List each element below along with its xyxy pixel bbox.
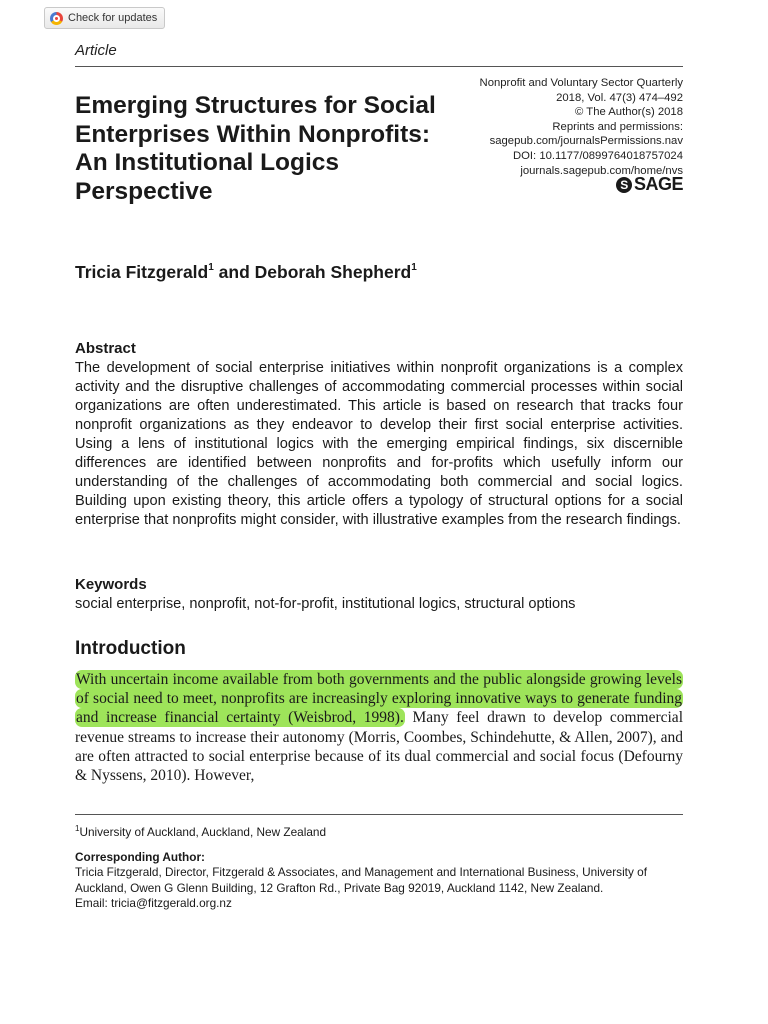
journal-copyright: © The Author(s) 2018: [575, 106, 683, 119]
sage-logo: [616, 174, 683, 195]
affiliation-marker: 1: [411, 262, 417, 274]
author-name: Tricia Fitzgerald: [75, 262, 209, 282]
keywords-heading: Keywords: [75, 576, 147, 593]
keywords-text: social enterprise, nonprofit, not-for-profit, institutional logics, structural options: [75, 596, 576, 612]
corresponding-author-details: [75, 865, 683, 912]
journal-info: [423, 76, 683, 178]
journal-doi[interactable]: DOI: 10.1177/0899764018757024: [512, 149, 683, 162]
introduction-heading: Introduction: [75, 638, 186, 659]
abstract-heading: Abstract: [75, 340, 136, 357]
journal-name: Nonprofit and Voluntary Sector Quarterly: [479, 77, 683, 89]
corresponding-author-heading: Corresponding Author:: [75, 850, 205, 864]
author-list: [75, 262, 417, 283]
introduction-text: Many feel drawn to develop commercial revenue streams to increase their autonomy (Morris, Coombes, Schindehutte, & Allen, 2007), and are often attracted to social enterprise because of its dual commercial and social focus (Defourny & Nyssens, 2010). However,: [75, 709, 683, 785]
corresponding-author-email[interactable]: Email: tricia@fitzgerald.org.nz: [75, 896, 232, 910]
affiliation-note: [75, 824, 326, 839]
article-title: Emerging Structures for Social Enterprises Within Nonprofits: An Institutional Logics Perspective: [75, 92, 436, 206]
check-for-updates-label: Check for updates: [68, 12, 158, 24]
affiliation-text: University of Auckland, Auckland, New Zealand: [79, 824, 327, 839]
introduction-paragraph: [75, 670, 683, 785]
journal-volume: 2018, Vol. 47(3) 474–492: [556, 91, 683, 104]
footnote-divider: [75, 814, 683, 815]
check-for-updates-button[interactable]: [44, 7, 165, 29]
affiliation-marker: 1: [208, 262, 214, 274]
crossmark-icon: [50, 12, 63, 25]
author-name: Deborah Shepherd: [254, 262, 412, 282]
journal-home-link[interactable]: journals.sagepub.com/home/nvs: [520, 164, 683, 177]
journal-permissions-link[interactable]: sagepub.com/journalsPermissions.nav: [489, 135, 683, 148]
corresponding-author-text: Tricia Fitzgerald, Director, Fitzgerald & Associates, and Management and International Business, University of Auckland, Owen G Glenn Building, 12 Grafton Rd., Private Bag 92019, Auckland 1142, New Zealand.: [75, 865, 647, 895]
sage-logo-text: SAGE: [633, 174, 683, 194]
affiliation-marker: 1: [75, 824, 80, 833]
article-type-label: Article: [75, 42, 117, 59]
header-divider: [75, 66, 683, 67]
abstract-text: The development of social enterprise initiatives within nonprofit organizations is a complex activity and the disruptive challenges of accommodating commercial processes within social organizations are often underestimated. This article is based on research that tracks four nonprofit organizations as they endeavor to develop their first social enterprise activities. Using a lens of institutional logics with the emerging empirical findings, six discernible differences are identified between nonprofits and for-profits which usefully inform our understanding of the challenges of accommodating both commercial and social logics. Building upon existing theory, this article offers a typology of structural options for a social enterprise that nonprofits might consider, with illustrative examples from the research findings.: [75, 360, 683, 528]
highlighted-text[interactable]: With uncertain income available from both governments and the public alongside growing levels of social need to meet, nonprofits are increasingly exploring innovative ways to generate funding and increase financial certainty (Weisbrod, 1998).: [76, 671, 682, 727]
journal-reprints: Reprints and permissions:: [552, 120, 683, 133]
sage-logo-icon: S: [616, 177, 632, 193]
author-connector: and: [213, 262, 255, 282]
